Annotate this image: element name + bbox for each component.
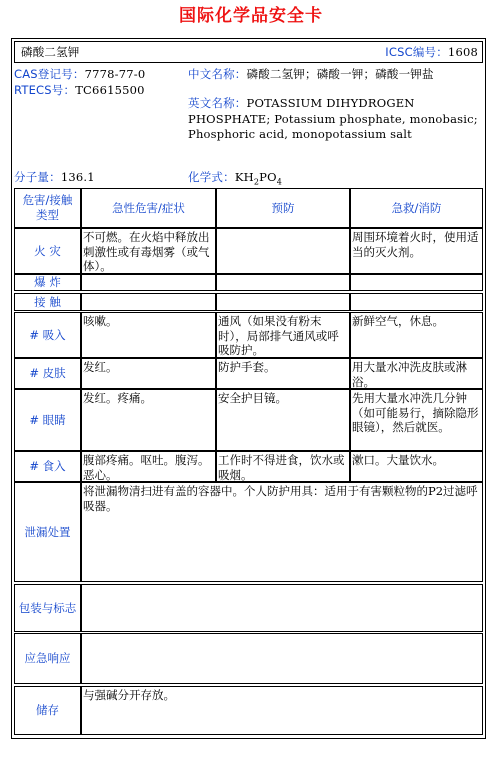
safety-card [11, 38, 486, 739]
mw-line [14, 170, 95, 185]
fire-acute: 不可燃。在火焰中释放出刺激性或有毒烟雾（或气体）。 [81, 228, 216, 274]
eyes-prevent: 安全护目镜。 [216, 389, 350, 451]
section-label-storage: 储存 [14, 686, 81, 735]
section-text-emergency [81, 633, 483, 684]
section-label-packaging: 包装与标志 [14, 584, 81, 632]
row-type-skin: # 皮肤 [14, 358, 81, 389]
rtecs-value: TC6615500 [75, 83, 145, 97]
explosion-aid [350, 274, 483, 291]
contact-aid [350, 293, 483, 311]
cn-name-label: 中文名称： [188, 67, 247, 81]
eyes-aid: 先用大量水冲洗几分钟（如可能易行，摘除隐形眼镜），然后就医。 [350, 389, 483, 451]
section-label-spill: 泄漏处置 [14, 482, 81, 582]
en-name-label: 英文名称： [188, 96, 247, 110]
en-name-value: POTASSIUM DIHYDROGEN PHOSPHATE; Potassium phosphate, monobasic; Phosphoric acid, monopotassium salt [188, 96, 478, 141]
inhalation-aid: 新鲜空气，休息。 [350, 312, 483, 358]
cas-label: CAS登记号： [14, 67, 85, 81]
explosion-prevent [216, 274, 350, 291]
mw-value: 136.1 [60, 170, 95, 184]
row-type-eyes: # 眼睛 [14, 389, 81, 451]
contact-acute [81, 293, 216, 311]
en-name-line [188, 96, 480, 143]
cas-value: 7778-77-0 [84, 67, 146, 81]
icsc-number [385, 45, 478, 60]
col-header-type: 危害/接触类型 [14, 188, 81, 228]
section-text-packaging [81, 584, 483, 632]
skin-prevent: 防护手套。 [216, 358, 350, 389]
identification-block [14, 65, 483, 189]
skin-acute: 发红。 [81, 358, 216, 389]
fire-prevent [216, 228, 350, 274]
row-type-inhalation: # 吸入 [14, 312, 81, 358]
mw-label: 分子量： [14, 170, 61, 184]
col-header-prevent: 预防 [216, 188, 350, 228]
explosion-acute [81, 274, 216, 291]
inhalation-acute: 咳嗽。 [81, 312, 216, 358]
contact-prevent [216, 293, 350, 311]
col-header-aid: 急救/消防 [350, 188, 483, 228]
row-type-fire: 火 灾 [14, 228, 81, 274]
rtecs-line [14, 83, 145, 98]
formula-line [188, 170, 282, 189]
section-label-emergency: 应急响应 [14, 633, 81, 684]
col-header-acute: 急性危害/症状 [81, 188, 216, 228]
formula-label: 化学式： [188, 170, 235, 184]
inhalation-prevent: 通风（如果没有粉末时），局部排气通风或呼吸防护。 [216, 312, 350, 358]
chemical-name: 磷酸二氢钾 [21, 45, 80, 59]
fire-aid: 周围环境着火时，使用适当的灭火剂。 [350, 228, 483, 274]
icsc-label: ICSC编号： [385, 45, 448, 59]
ingestion-prevent: 工作时不得进食，饮水或吸烟。 [216, 451, 350, 482]
rtecs-label: RTECS号： [14, 83, 76, 97]
section-text-spill: 将泄漏物清扫进有盖的容器中。个人防护用具：适用于有害颗粒物的P2过滤呼吸器。 [81, 482, 483, 582]
skin-aid: 用大量水冲洗皮肤或淋浴。 [350, 358, 483, 389]
row-type-contact: 接 触 [14, 293, 81, 311]
ingestion-aid: 漱口。大量饮水。 [350, 451, 483, 482]
card-title: 国际化学品安全卡 [179, 6, 323, 26]
row-type-explosion: 爆 炸 [14, 274, 81, 291]
formula-value: $KH_2PO_4$ [234, 170, 283, 187]
cn-name-line [188, 67, 481, 82]
icsc-value: 1608 [447, 45, 478, 59]
cn-name-value: 磷酸二氢钾；磷酸一钾；磷酸一钾盐 [246, 67, 434, 81]
eyes-acute: 发红。疼痛。 [81, 389, 216, 451]
row-type-ingestion: # 食入 [14, 451, 81, 482]
cas-line [14, 67, 145, 82]
ingestion-acute: 腹部疼痛。呕吐。腹泻。恶心。 [81, 451, 216, 482]
section-text-storage: 与强碱分开存放。 [81, 686, 483, 735]
header-row [14, 41, 483, 63]
